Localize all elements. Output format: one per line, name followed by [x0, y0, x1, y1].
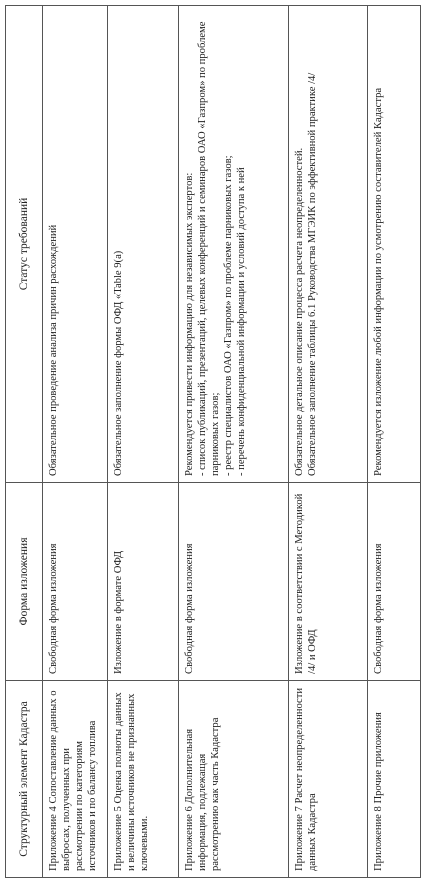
status-line: - реестр специалистов ОАО «Газпром» по проблеме парниковых газов;: [222, 155, 234, 476]
cell-element: Приложение 7 Расчет неопределенности данных Кадастра: [289, 681, 368, 878]
table-row: [289, 6, 368, 878]
table-row: [43, 6, 108, 878]
table-header-row: [6, 6, 43, 878]
cell-form: Изложение в соответствии с Методикой /4/ и ОФД: [289, 483, 368, 681]
cell-element: Приложение 4 Сопоставление данных о выбросах, полученных при рассмотрении по категориям источников и по балансу топлива: [43, 681, 108, 878]
table-row: [107, 6, 178, 878]
status-line: Обязательное заполнение формы ОФД «Table 9(a): [112, 250, 124, 476]
cell-element: Приложение 5 Оценка полноты данных и величины источников не признанных ключевыми.: [107, 681, 178, 878]
header-status: Статус требований: [6, 6, 43, 483]
header-structural-element: Структурный элемент Кадастра: [6, 681, 43, 878]
status-line: Обязательное проведение анализа причин расхождений: [48, 224, 59, 476]
cell-form: Свободная форма изложения: [43, 483, 108, 681]
cell-form: Свободная форма изложения: [368, 483, 421, 681]
status-line: Рекомендуется привести информацию для независимых экспертов:: [183, 172, 195, 476]
status-line: - список публикаций, презентаций, целевых конференций и семинаров ОАО «Газпром» по проблеме парниковых газов;: [196, 21, 221, 476]
cell-status: [107, 6, 178, 483]
status-line: - перечень конфиденциальной информации и условий доступа к ней: [235, 167, 247, 476]
cell-element: Приложение 8 Прочие приложения: [368, 681, 421, 878]
cadastre-requirements-table: [5, 5, 421, 878]
cell-status: [289, 6, 368, 483]
cell-form: Изложение в формате ОФД: [107, 483, 178, 681]
status-line: Рекомендуется изложение любой информации по усмотрению составителей Кадастра: [373, 87, 385, 476]
cell-status: [43, 6, 108, 483]
status-line: Обязательное заполнение таблицы 6.1 Руководства МГЭИК по эффективной практике /4/: [307, 72, 319, 476]
status-line: Обязательное детальное описание процесса расчета неопределенностей.: [294, 147, 306, 476]
cell-status: [178, 6, 288, 483]
cell-form: Свободная форма изложения: [178, 483, 288, 681]
table-row: [368, 6, 421, 878]
header-form: Форма изложения: [6, 483, 43, 681]
cell-element: Приложение 6 Дополнительная информация, подлежащая рассмотрению как часть Кадастра: [178, 681, 288, 878]
table-row: [178, 6, 288, 878]
cell-status: [368, 6, 421, 483]
